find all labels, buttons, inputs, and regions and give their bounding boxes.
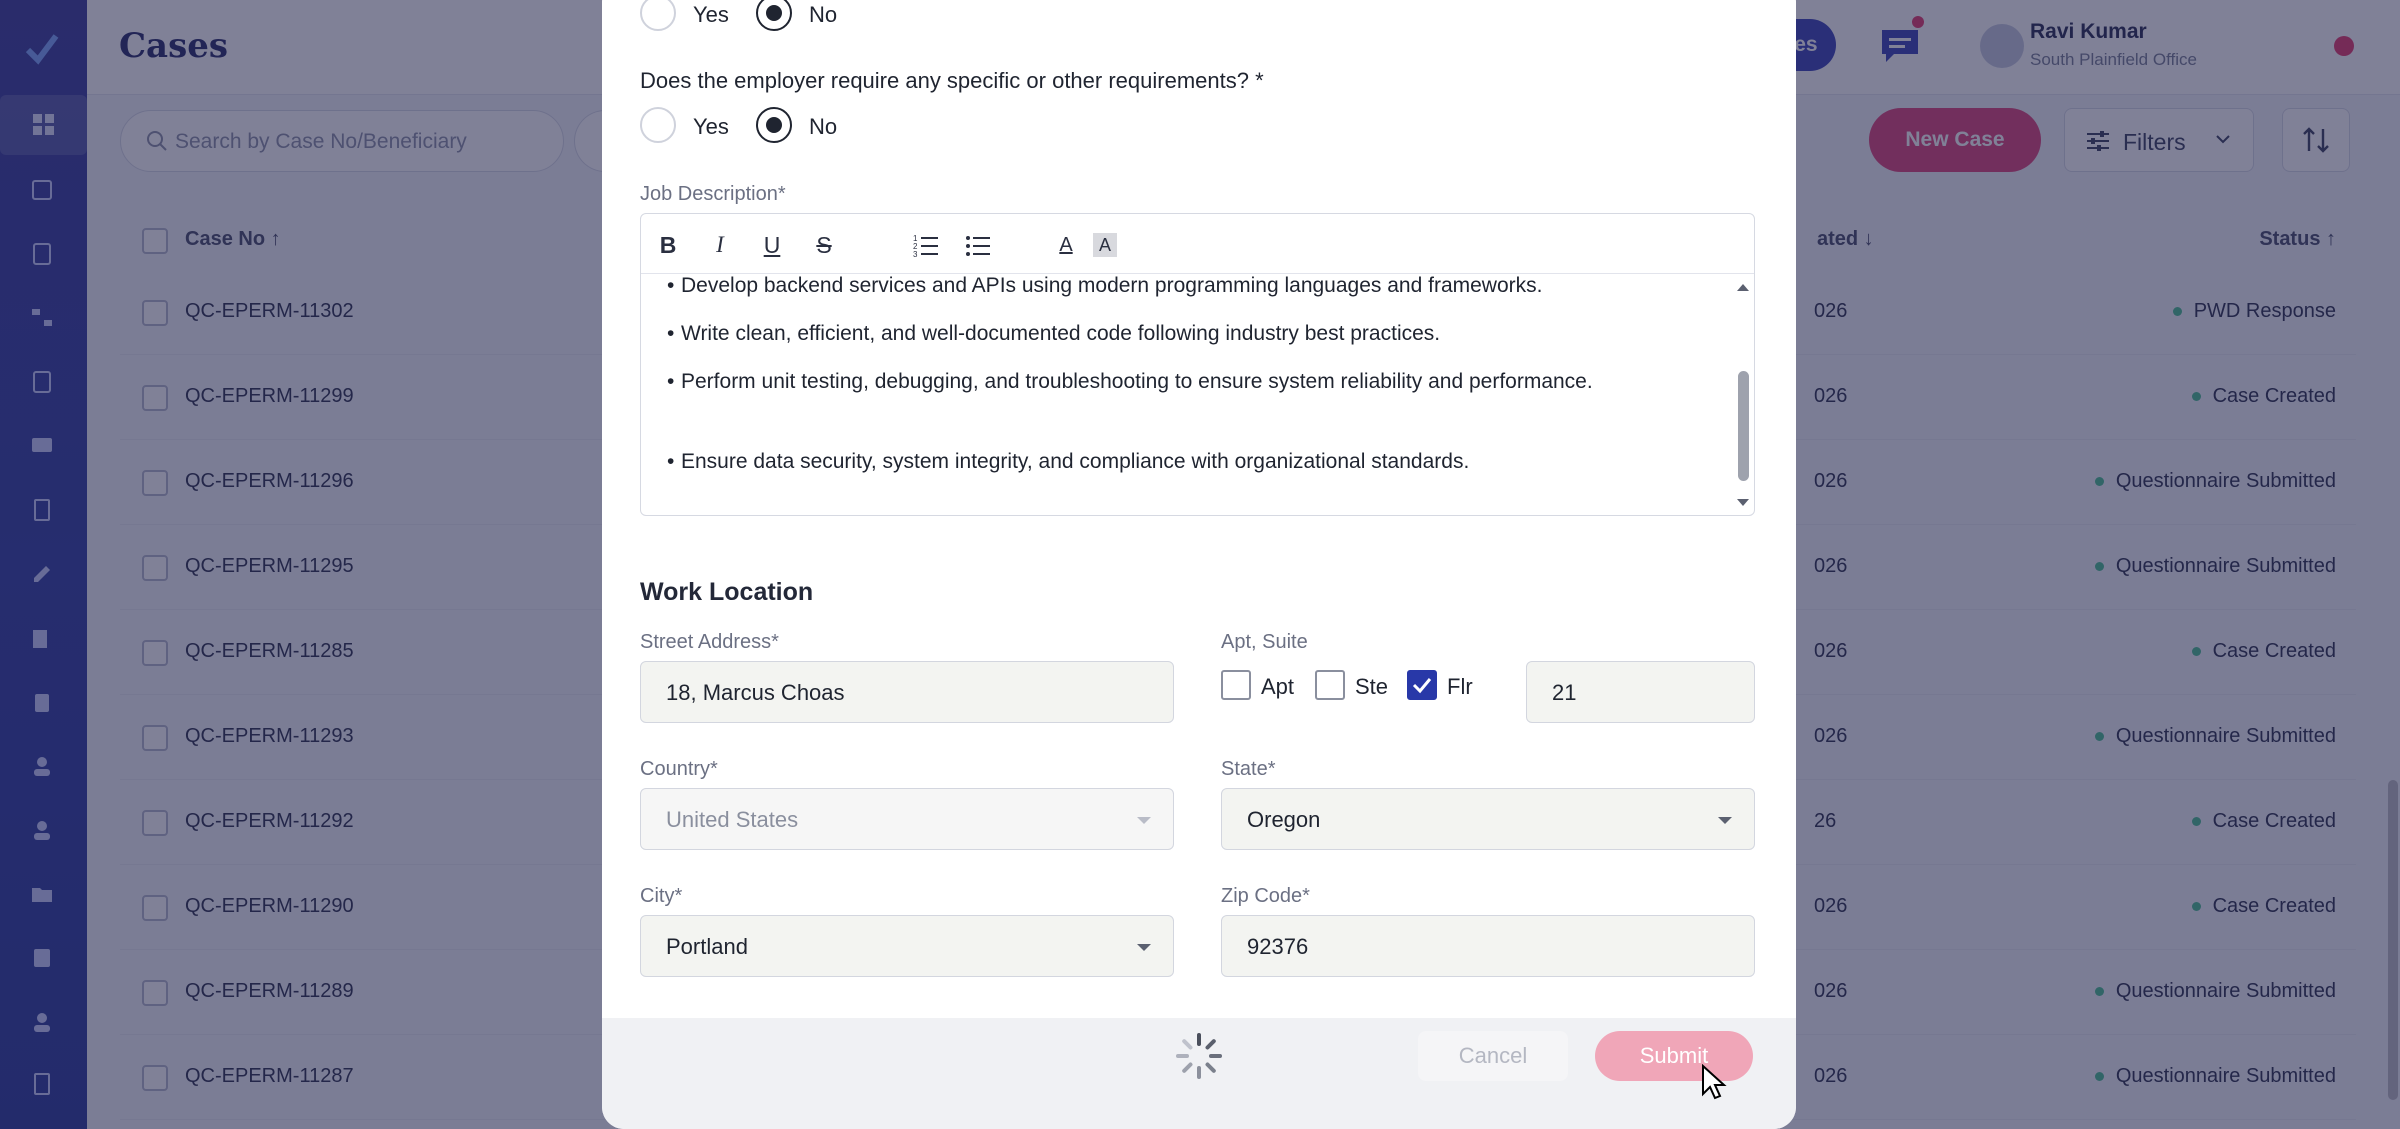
unit-number-value: 21	[1552, 680, 1577, 705]
q2-yes-label: Yes	[693, 114, 729, 139]
q2-question: Does the employer require any specific or other requirements? *	[640, 68, 1264, 93]
svg-text:2: 2	[913, 242, 918, 251]
apt-suite-label: Apt, Suite	[1221, 631, 1308, 653]
job-bullet-3: • Perform unit testing, debugging, and troubleshooting to ensure system reliability and performance.	[667, 370, 1593, 393]
scroll-down-icon[interactable]	[1736, 498, 1750, 508]
country-label: Country*	[640, 758, 718, 780]
job-bullet-2: • Write clean, efficient, and well-documented code following industry best practices.	[667, 322, 1441, 345]
street-address-label: Street Address*	[640, 631, 779, 653]
checkmark-icon	[1409, 672, 1435, 698]
q1-no-label: No	[809, 2, 838, 27]
scroll-up-icon[interactable]	[1736, 282, 1750, 292]
q2-yes-radio[interactable]	[640, 107, 676, 143]
ordered-list-icon[interactable]	[911, 230, 941, 260]
highlight-color-button[interactable]: A	[1093, 233, 1117, 257]
q2-no-label: No	[809, 114, 838, 139]
submit-button[interactable]: Submit	[1595, 1031, 1753, 1081]
state-label: State*	[1221, 758, 1276, 780]
loading-spinner-icon	[1174, 1031, 1224, 1081]
unit-number-field[interactable]	[1526, 661, 1755, 723]
underline-button[interactable]: U	[763, 231, 781, 258]
bullet-list-icon[interactable]	[963, 230, 993, 260]
city-value: Portland	[666, 934, 748, 959]
chevron-down-icon	[1718, 817, 1732, 824]
chevron-down-icon	[1137, 817, 1151, 824]
country-select[interactable]	[640, 788, 1174, 850]
zip-code-field[interactable]	[1221, 915, 1755, 977]
editor-content[interactable]	[641, 276, 1731, 514]
bold-button[interactable]: B	[659, 231, 677, 258]
job-description-editor[interactable]	[640, 213, 1755, 516]
strikethrough-button[interactable]: S	[816, 231, 832, 258]
svg-text:1: 1	[913, 234, 918, 243]
mouse-cursor-icon	[1701, 1064, 1727, 1100]
chevron-down-icon	[1137, 944, 1151, 951]
state-value: Oregon	[1247, 807, 1321, 832]
flr-checkbox[interactable]	[1407, 670, 1437, 700]
street-address-value: 18, Marcus Choas	[666, 680, 845, 705]
q1-yes-label: Yes	[693, 2, 729, 27]
city-select[interactable]	[640, 915, 1174, 977]
job-description-label: Job Description*	[640, 183, 786, 205]
ste-checkbox[interactable]	[1315, 670, 1345, 700]
svg-text:3: 3	[913, 250, 918, 257]
job-bullet-4: • Ensure data security, system integrity, and compliance with organizational standards.	[667, 450, 1470, 473]
apt-label: Apt	[1261, 674, 1295, 699]
text-color-button[interactable]: A	[1059, 233, 1073, 256]
case-questionnaire-modal	[602, 0, 1796, 1129]
editor-scrollbar[interactable]	[1733, 276, 1753, 514]
zip-code-label: Zip Code*	[1221, 885, 1310, 907]
country-value: United States	[666, 807, 799, 832]
zip-code-value: 92376	[1247, 934, 1309, 959]
city-label: City*	[640, 885, 683, 907]
flr-label: Flr	[1447, 674, 1473, 699]
italic-button[interactable]: I	[716, 232, 724, 257]
cancel-button[interactable]: Cancel	[1418, 1031, 1568, 1081]
q2-no-radio[interactable]	[756, 107, 792, 143]
state-select[interactable]	[1221, 788, 1755, 850]
q1-no-radio[interactable]	[756, 0, 792, 31]
q1-yes-radio[interactable]	[640, 0, 676, 31]
apt-checkbox[interactable]	[1221, 670, 1251, 700]
ste-label: Ste	[1355, 674, 1389, 699]
work-location-title: Work Location	[640, 578, 814, 606]
editor-toolbar	[641, 214, 1754, 274]
editor-scroll-thumb[interactable]	[1738, 371, 1749, 481]
job-bullet-1: • Develop backend services and APIs using modern programming languages and frameworks.	[667, 276, 1543, 297]
street-address-field[interactable]	[640, 661, 1174, 723]
